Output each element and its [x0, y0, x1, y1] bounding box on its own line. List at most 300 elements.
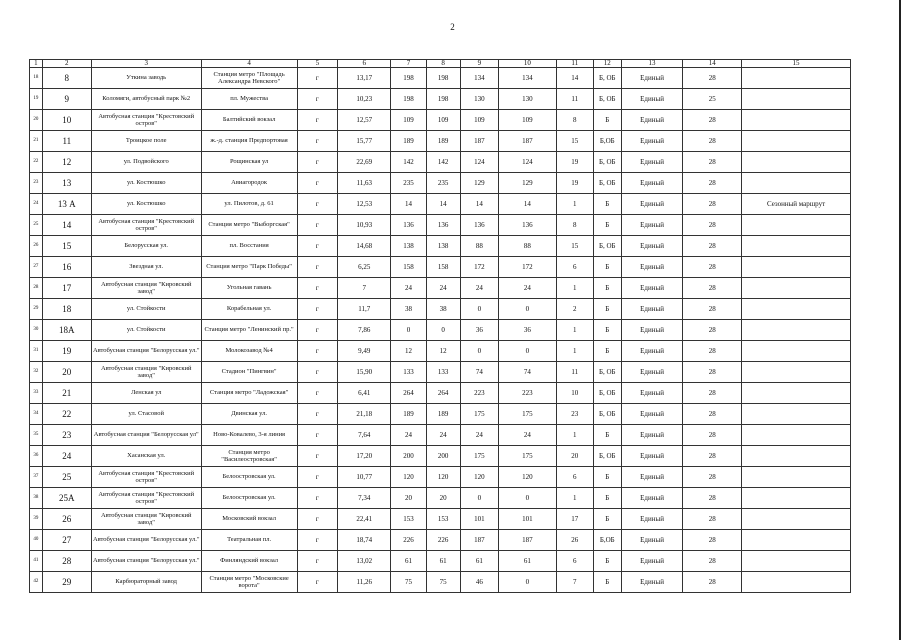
table-row — [30, 236, 851, 257]
route-type-cell: г — [297, 89, 338, 110]
route-number-cell: 17 — [42, 278, 91, 299]
end-point-cell: Московский вокзал — [201, 509, 297, 530]
route-number-cell: 20 — [42, 362, 91, 383]
row-number-cell: 42 — [30, 572, 43, 593]
value-1-cell: 120 — [391, 467, 426, 488]
value-1-cell: 189 — [391, 131, 426, 152]
value-3-cell: 129 — [460, 173, 498, 194]
value-4-cell: 0 — [499, 488, 557, 509]
column-number-header: 15 — [742, 60, 851, 68]
stops-count-cell: 8 — [556, 110, 593, 131]
route-length-cell: 14,68 — [338, 236, 391, 257]
route-type-cell: г — [297, 425, 338, 446]
route-type-cell: г — [297, 320, 338, 341]
vehicle-class-cell: Б, ОБ — [593, 362, 621, 383]
tariff-cell: Единый — [621, 215, 683, 236]
start-point-cell: Хасанская ул. — [91, 446, 201, 467]
note-cell — [742, 236, 851, 257]
route-number-cell: 9 — [42, 89, 91, 110]
route-number-cell: 24 — [42, 446, 91, 467]
start-point-cell: ул. Подвойского — [91, 152, 201, 173]
route-length-cell: 15,90 — [338, 362, 391, 383]
route-length-cell: 7,64 — [338, 425, 391, 446]
end-point-cell: пл. Мужества — [201, 89, 297, 110]
route-number-cell: 16 — [42, 257, 91, 278]
value-4-cell: 0 — [499, 572, 557, 593]
route-number-cell: 18 — [42, 299, 91, 320]
value-1-cell: 75 — [391, 572, 426, 593]
end-point-cell: пл. Восстания — [201, 236, 297, 257]
value-2-cell: 158 — [426, 257, 460, 278]
value-2-cell: 138 — [426, 236, 460, 257]
days-cell: 28 — [683, 278, 742, 299]
route-number-cell: 27 — [42, 530, 91, 551]
column-number-header: 1 — [30, 60, 43, 68]
stops-count-cell: 19 — [556, 173, 593, 194]
row-number-cell: 24 — [30, 194, 43, 215]
vehicle-class-cell: Б — [593, 320, 621, 341]
stops-count-cell: 19 — [556, 152, 593, 173]
route-number-cell: 12 — [42, 152, 91, 173]
days-cell: 28 — [683, 131, 742, 152]
table-row — [30, 215, 851, 236]
route-number-cell: 19 — [42, 341, 91, 362]
days-cell: 28 — [683, 551, 742, 572]
value-3-cell: 101 — [460, 509, 498, 530]
end-point-cell: Станция метро "Площадь Александра Невского" — [201, 68, 297, 89]
value-4-cell: 101 — [499, 509, 557, 530]
value-3-cell: 130 — [460, 89, 498, 110]
note-cell — [742, 299, 851, 320]
days-cell: 28 — [683, 446, 742, 467]
value-1-cell: 12 — [391, 341, 426, 362]
route-number-cell: 18А — [42, 320, 91, 341]
route-type-cell: г — [297, 257, 338, 278]
tariff-cell: Единый — [621, 341, 683, 362]
start-point-cell: Ленская ул — [91, 383, 201, 404]
row-number-cell: 40 — [30, 530, 43, 551]
value-3-cell: 61 — [460, 551, 498, 572]
note-cell — [742, 320, 851, 341]
end-point-cell: Молокозавод №4 — [201, 341, 297, 362]
end-point-cell: Балтийский вокзал — [201, 110, 297, 131]
value-1-cell: 133 — [391, 362, 426, 383]
route-type-cell: г — [297, 215, 338, 236]
value-1-cell: 235 — [391, 173, 426, 194]
value-3-cell: 74 — [460, 362, 498, 383]
table-row — [30, 530, 851, 551]
stops-count-cell: 1 — [556, 194, 593, 215]
value-4-cell: 136 — [499, 215, 557, 236]
start-point-cell: Автобусная станция "Кировский завод" — [91, 278, 201, 299]
value-1-cell: 198 — [391, 89, 426, 110]
stops-count-cell: 6 — [556, 467, 593, 488]
note-cell — [742, 110, 851, 131]
value-1-cell: 24 — [391, 425, 426, 446]
table-row — [30, 278, 851, 299]
table-row — [30, 446, 851, 467]
column-number-header: 12 — [593, 60, 621, 68]
start-point-cell: Автобусная станция "Кировский завод" — [91, 362, 201, 383]
row-number-cell: 38 — [30, 488, 43, 509]
route-type-cell: г — [297, 530, 338, 551]
vehicle-class-cell: Б, ОБ — [593, 173, 621, 194]
days-cell: 28 — [683, 572, 742, 593]
value-4-cell: 74 — [499, 362, 557, 383]
value-2-cell: 24 — [426, 278, 460, 299]
value-1-cell: 189 — [391, 404, 426, 425]
route-type-cell: г — [297, 404, 338, 425]
vehicle-class-cell: Б, ОБ — [593, 446, 621, 467]
value-2-cell: 12 — [426, 341, 460, 362]
value-3-cell: 223 — [460, 383, 498, 404]
stops-count-cell: 15 — [556, 236, 593, 257]
days-cell: 28 — [683, 194, 742, 215]
days-cell: 28 — [683, 173, 742, 194]
row-number-cell: 37 — [30, 467, 43, 488]
days-cell: 28 — [683, 509, 742, 530]
start-point-cell: Автобусная станция "Крестовский остров" — [91, 488, 201, 509]
vehicle-class-cell: Б — [593, 341, 621, 362]
table-row — [30, 194, 851, 215]
route-length-cell: 7,86 — [338, 320, 391, 341]
row-number-cell: 35 — [30, 425, 43, 446]
days-cell: 28 — [683, 341, 742, 362]
end-point-cell: Станция метро "Василеостровская" — [201, 446, 297, 467]
value-3-cell: 0 — [460, 488, 498, 509]
end-point-cell: Станция метро "Ленинский пр." — [201, 320, 297, 341]
value-3-cell: 134 — [460, 68, 498, 89]
note-cell — [742, 131, 851, 152]
row-number-cell: 36 — [30, 446, 43, 467]
days-cell: 28 — [683, 299, 742, 320]
days-cell: 28 — [683, 215, 742, 236]
value-2-cell: 198 — [426, 68, 460, 89]
value-4-cell: 120 — [499, 467, 557, 488]
note-cell — [742, 467, 851, 488]
column-number-header: 14 — [683, 60, 742, 68]
stops-count-cell: 2 — [556, 299, 593, 320]
route-number-cell: 25 — [42, 467, 91, 488]
vehicle-class-cell: Б — [593, 110, 621, 131]
vehicle-class-cell: Б — [593, 299, 621, 320]
value-4-cell: 129 — [499, 173, 557, 194]
value-2-cell: 142 — [426, 152, 460, 173]
value-2-cell: 235 — [426, 173, 460, 194]
value-3-cell: 136 — [460, 215, 498, 236]
tariff-cell: Единый — [621, 446, 683, 467]
value-4-cell: 175 — [499, 446, 557, 467]
days-cell: 28 — [683, 236, 742, 257]
route-number-cell: 13 — [42, 173, 91, 194]
route-number-cell: 10 — [42, 110, 91, 131]
end-point-cell: Рощинская ул — [201, 152, 297, 173]
route-length-cell: 13,02 — [338, 551, 391, 572]
value-3-cell: 109 — [460, 110, 498, 131]
route-length-cell: 13,17 — [338, 68, 391, 89]
value-4-cell: 134 — [499, 68, 557, 89]
stops-count-cell: 6 — [556, 551, 593, 572]
tariff-cell: Единый — [621, 194, 683, 215]
table-row — [30, 509, 851, 530]
stops-count-cell: 26 — [556, 530, 593, 551]
route-length-cell: 17,20 — [338, 446, 391, 467]
value-4-cell: 0 — [499, 299, 557, 320]
row-number-cell: 28 — [30, 278, 43, 299]
route-type-cell: г — [297, 383, 338, 404]
note-cell — [742, 572, 851, 593]
value-1-cell: 38 — [391, 299, 426, 320]
route-length-cell: 11,63 — [338, 173, 391, 194]
row-number-cell: 31 — [30, 341, 43, 362]
tariff-cell: Единый — [621, 425, 683, 446]
table-row — [30, 488, 851, 509]
route-length-cell: 15,77 — [338, 131, 391, 152]
start-point-cell: Коломяги, автобусный парк №2 — [91, 89, 201, 110]
table-row — [30, 299, 851, 320]
start-point-cell: Автобусная станция "Белорусская ул." — [91, 530, 201, 551]
value-4-cell: 187 — [499, 530, 557, 551]
tariff-cell: Единый — [621, 530, 683, 551]
table-row — [30, 320, 851, 341]
note-cell: Сезонный маршрут — [742, 194, 851, 215]
value-4-cell: 187 — [499, 131, 557, 152]
stops-count-cell: 17 — [556, 509, 593, 530]
value-1-cell: 0 — [391, 320, 426, 341]
row-number-cell: 18 — [30, 68, 43, 89]
value-3-cell: 175 — [460, 404, 498, 425]
value-2-cell: 14 — [426, 194, 460, 215]
note-cell — [742, 341, 851, 362]
note-cell — [742, 404, 851, 425]
note-cell — [742, 257, 851, 278]
vehicle-class-cell: Б — [593, 425, 621, 446]
value-4-cell: 14 — [499, 194, 557, 215]
value-2-cell: 120 — [426, 467, 460, 488]
route-number-cell: 11 — [42, 131, 91, 152]
end-point-cell: Двинская ул. — [201, 404, 297, 425]
value-2-cell: 75 — [426, 572, 460, 593]
value-3-cell: 172 — [460, 257, 498, 278]
end-point-cell: ж.-д. станция Предпортовая — [201, 131, 297, 152]
value-4-cell: 61 — [499, 551, 557, 572]
days-cell: 28 — [683, 362, 742, 383]
start-point-cell: Автобусная станция "Крестовский остров" — [91, 215, 201, 236]
value-3-cell: 187 — [460, 131, 498, 152]
value-2-cell: 20 — [426, 488, 460, 509]
days-cell: 28 — [683, 488, 742, 509]
tariff-cell: Единый — [621, 68, 683, 89]
route-length-cell: 7,34 — [338, 488, 391, 509]
route-length-cell: 12,57 — [338, 110, 391, 131]
value-3-cell: 14 — [460, 194, 498, 215]
stops-count-cell: 1 — [556, 320, 593, 341]
note-cell — [742, 362, 851, 383]
route-type-cell: г — [297, 194, 338, 215]
route-type-cell: г — [297, 362, 338, 383]
days-cell: 28 — [683, 383, 742, 404]
days-cell: 25 — [683, 89, 742, 110]
value-2-cell: 24 — [426, 425, 460, 446]
vehicle-class-cell: Б — [593, 509, 621, 530]
stops-count-cell: 6 — [556, 257, 593, 278]
tariff-cell: Единый — [621, 299, 683, 320]
value-3-cell: 24 — [460, 425, 498, 446]
start-point-cell: Автобусная станция "Кировский завод" — [91, 509, 201, 530]
end-point-cell: Финляндский вокзал — [201, 551, 297, 572]
stops-count-cell: 8 — [556, 215, 593, 236]
end-point-cell: Станция метро "Выборгская" — [201, 215, 297, 236]
start-point-cell: Звездная ул. — [91, 257, 201, 278]
stops-count-cell: 14 — [556, 68, 593, 89]
note-cell — [742, 173, 851, 194]
table-row — [30, 173, 851, 194]
start-point-cell: Белорусская ул. — [91, 236, 201, 257]
column-number-header: 9 — [460, 60, 498, 68]
tariff-cell: Единый — [621, 173, 683, 194]
route-length-cell: 7 — [338, 278, 391, 299]
value-1-cell: 61 — [391, 551, 426, 572]
route-number-cell: 8 — [42, 68, 91, 89]
route-type-cell: г — [297, 299, 338, 320]
vehicle-class-cell: Б — [593, 278, 621, 299]
value-1-cell: 20 — [391, 488, 426, 509]
value-3-cell: 0 — [460, 341, 498, 362]
note-cell — [742, 383, 851, 404]
value-1-cell: 158 — [391, 257, 426, 278]
tariff-cell: Единый — [621, 404, 683, 425]
vehicle-class-cell: Б — [593, 215, 621, 236]
column-number-header: 4 — [201, 60, 297, 68]
note-cell — [742, 446, 851, 467]
stops-count-cell: 1 — [556, 341, 593, 362]
route-number-cell: 28 — [42, 551, 91, 572]
stops-count-cell: 1 — [556, 278, 593, 299]
route-number-cell: 25А — [42, 488, 91, 509]
end-point-cell: Театральная пл. — [201, 530, 297, 551]
route-type-cell: г — [297, 152, 338, 173]
route-number-cell: 23 — [42, 425, 91, 446]
vehicle-class-cell: Б — [593, 467, 621, 488]
value-1-cell: 14 — [391, 194, 426, 215]
end-point-cell: Белоостровская ул. — [201, 467, 297, 488]
value-2-cell: 264 — [426, 383, 460, 404]
vehicle-class-cell: Б — [593, 488, 621, 509]
note-cell — [742, 530, 851, 551]
row-number-cell: 39 — [30, 509, 43, 530]
tariff-cell: Единый — [621, 257, 683, 278]
route-type-cell: г — [297, 572, 338, 593]
value-4-cell: 172 — [499, 257, 557, 278]
value-1-cell: 109 — [391, 110, 426, 131]
tariff-cell: Единый — [621, 278, 683, 299]
stops-count-cell: 11 — [556, 89, 593, 110]
vehicle-class-cell: Б — [593, 257, 621, 278]
value-2-cell: 226 — [426, 530, 460, 551]
value-4-cell: 36 — [499, 320, 557, 341]
tariff-cell: Единый — [621, 131, 683, 152]
route-type-cell: г — [297, 68, 338, 89]
end-point-cell: Белоостровская ул. — [201, 488, 297, 509]
tariff-cell: Единый — [621, 383, 683, 404]
stops-count-cell: 15 — [556, 131, 593, 152]
route-length-cell: 21,18 — [338, 404, 391, 425]
route-type-cell: г — [297, 341, 338, 362]
days-cell: 28 — [683, 110, 742, 131]
start-point-cell: Автобусная станция "Белорусская ул." — [91, 551, 201, 572]
row-number-cell: 25 — [30, 215, 43, 236]
value-1-cell: 138 — [391, 236, 426, 257]
table-row — [30, 89, 851, 110]
tariff-cell: Единый — [621, 320, 683, 341]
value-2-cell: 200 — [426, 446, 460, 467]
end-point-cell: Станция метро "Московские ворота" — [201, 572, 297, 593]
route-number-cell: 21 — [42, 383, 91, 404]
row-number-cell: 23 — [30, 173, 43, 194]
start-point-cell: ул. Стойкости — [91, 299, 201, 320]
days-cell: 28 — [683, 530, 742, 551]
route-length-cell: 10,77 — [338, 467, 391, 488]
page-number: 2 — [450, 22, 455, 32]
end-point-cell: Корабельная ул. — [201, 299, 297, 320]
end-point-cell: Станция метро "Парк Победы" — [201, 257, 297, 278]
value-3-cell: 187 — [460, 530, 498, 551]
route-length-cell: 11,7 — [338, 299, 391, 320]
tariff-cell: Единый — [621, 572, 683, 593]
end-point-cell: ул. Пилотов, д. 61 — [201, 194, 297, 215]
column-number-header: 8 — [426, 60, 460, 68]
note-cell — [742, 425, 851, 446]
end-point-cell: Ново-Ковалево, 3-я линия — [201, 425, 297, 446]
row-number-cell: 41 — [30, 551, 43, 572]
value-2-cell: 198 — [426, 89, 460, 110]
days-cell: 28 — [683, 152, 742, 173]
tariff-cell: Единый — [621, 362, 683, 383]
tariff-cell: Единый — [621, 110, 683, 131]
value-2-cell: 136 — [426, 215, 460, 236]
header-row — [30, 60, 851, 68]
table-row — [30, 341, 851, 362]
row-number-cell: 29 — [30, 299, 43, 320]
value-4-cell: 130 — [499, 89, 557, 110]
value-2-cell: 189 — [426, 131, 460, 152]
stops-count-cell: 10 — [556, 383, 593, 404]
stops-count-cell: 20 — [556, 446, 593, 467]
value-4-cell: 124 — [499, 152, 557, 173]
vehicle-class-cell: Б,ОБ — [593, 131, 621, 152]
table-row — [30, 68, 851, 89]
value-2-cell: 0 — [426, 320, 460, 341]
table-row — [30, 152, 851, 173]
route-type-cell: г — [297, 110, 338, 131]
value-3-cell: 175 — [460, 446, 498, 467]
value-2-cell: 189 — [426, 404, 460, 425]
route-length-cell: 11,26 — [338, 572, 391, 593]
column-number-header: 3 — [91, 60, 201, 68]
route-length-cell: 22,69 — [338, 152, 391, 173]
vehicle-class-cell: Б, ОБ — [593, 68, 621, 89]
start-point-cell: ул. Костюшко — [91, 194, 201, 215]
tariff-cell: Единый — [621, 509, 683, 530]
stops-count-cell: 23 — [556, 404, 593, 425]
table-row — [30, 362, 851, 383]
days-cell: 28 — [683, 320, 742, 341]
row-number-cell: 33 — [30, 383, 43, 404]
route-number-cell: 15 — [42, 236, 91, 257]
vehicle-class-cell: Б, ОБ — [593, 383, 621, 404]
row-number-cell: 27 — [30, 257, 43, 278]
row-number-cell: 30 — [30, 320, 43, 341]
